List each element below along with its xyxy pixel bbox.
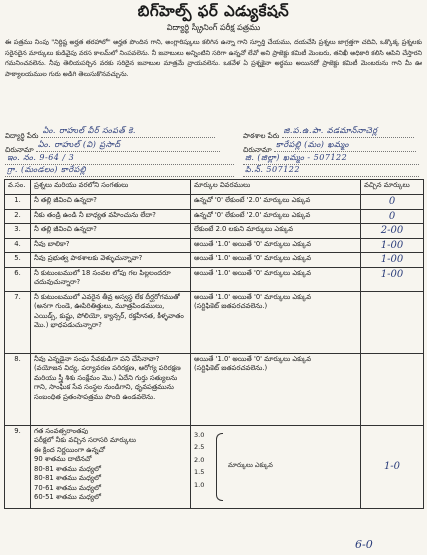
scale-value: 1.0 — [194, 480, 205, 489]
marks-scale — [194, 427, 357, 507]
address-row-3 — [5, 165, 422, 178]
row-question: నీ కుటుంబములో 18 సంవల లోపు గల పిల్లలందరూ చదువుచున్నారా? — [31, 267, 191, 291]
row-rule: అయితే '1.0' అయితే '0' మార్కులు ఎక్కువ — [194, 354, 312, 363]
table-header-row — [5, 180, 424, 195]
school-address-line-3: పి.న్. 507122 — [243, 165, 419, 177]
row-mark-cell[interactable] — [361, 253, 424, 268]
row-rule: అయితే '1.0' అయితే '0' మార్కులు ఎక్కువ — [191, 267, 361, 291]
row-mark: 2-00 — [380, 225, 404, 236]
row-question-line: 80-81 శాతము మధ్యలో — [34, 474, 101, 482]
col-header-marks: వచ్చిన మార్కులు — [361, 180, 424, 195]
row-question: నీ కుటుంబములో ఎవరైన తీవ్ర అస్వస్థ లేక దీర్ఘరోగముతో (అనగా గుండె, ఊపిరితిత్తులు, మూత్రపిండములు, ఎయిడ్స్, కుష్టు, పోలియో, క్యాన్సర్, రక్తహీనత, కీళ్ళవాతం మొ.) భాధపడుచున్నారా? — [31, 291, 191, 353]
row-rule-note: (సర్టిఫికెట్ జతపరచవలెను.) — [194, 302, 268, 310]
row-question: నీవు ఎన్నడైనా సంఘ సేవకుడిగా పని చేసినావా? (వయోజన విద్య, పర్యావరణ పరిరక్షణ, ఆరోగ్య పరిరక్షణ మరియు స్త్రీ శిశు సంక్షేమం మొ.) ఏదేని గుర్తు సత్యులను గాని, సాంఘిక సేవ సంస్థల నుండిగాని, ధృవపత్రమును సంబంధిత ప్రతంసాపత్రము పొంది ఉండవలెను. — [31, 353, 191, 425]
row-number: 4. — [5, 238, 31, 253]
school-name-label: పాఠశాల పేరు — [243, 132, 280, 140]
table-row — [5, 238, 424, 253]
row-rule-note: (సర్టిఫికెట్ జతపరచవలెను.) — [194, 364, 268, 372]
student-name-field[interactable] — [5, 126, 240, 139]
row-mark-cell[interactable] — [361, 224, 424, 239]
table-row — [5, 209, 424, 224]
student-address-line-2: ఇం. నం. 9-64 / 3 — [5, 153, 234, 165]
row-mark-cell[interactable] — [361, 267, 424, 291]
address-row-1 — [5, 140, 422, 153]
school-address-field[interactable] — [243, 140, 423, 153]
row-number: 7. — [5, 291, 31, 353]
row-question-line: 60-51 శాతము మధ్యలో — [34, 493, 101, 501]
row-number: 8. — [5, 353, 31, 425]
row-question: నీకు తండ్రి ఉండి నీ బాధ్యత వహించును లేదా? — [31, 209, 191, 224]
scale-value: 2.5 — [194, 443, 205, 451]
row-question-line: 80-81 శాతము మధ్యలో — [34, 464, 101, 473]
row-number: 6. — [5, 267, 31, 291]
student-name-row — [5, 126, 422, 139]
school-address-line-2: జి. (జిల్లా) ఖమ్మం - 507122 — [243, 153, 419, 165]
row-rule: అయితే '1.0' అయితే '0' మార్కులు ఎక్కువ — [191, 238, 361, 253]
row-mark: 1-0 — [383, 460, 401, 472]
row-mark-cell[interactable] — [361, 425, 424, 508]
instructions-paragraph: ఈ పత్రము నింపు "నిర్దిష్ట అర్హత తరహాలో" అర్హత పొందిన గాని, అంగ్లారిష్కులు కలిగిన ఉన్నా గాని స్ఫూర్తి చేయము, దయచేసి ప్రశ్నలు జాగ్రత్తగా చదివి, ఒక్కొక్క ప్రశ్నలకు సరైనదైన మార్కులు కుడివైపు వరస కాలమ్‌లో నింపవలెను. నీ జవాబులు అన్నింటిని సరిగా ఉన్నవో లేవో అని ప్రాజెక్టు కమిటీ మెంబరు, తనిఖీ అధికారి కలిసి ఆపిని చేస్తారని గమనించవలెను. నీవు తెలియపర్చిన వరకు సరిదైన జవాబుల మాత్రమే వ్రాయవలెను. ఒకవేళ ఏ ప్రశ్నకైనా అర్థము అయినదో ప్రాజెక్టు కమిటీ మెంబరును గాని మీ ఊ పాఠ్యాలయముల గురు అడిగి తెలుసుకొనవచ్చును. — [5, 38, 422, 78]
form-subtitle: విద్యార్థి స్క్రీనింగ్ పరీక్ష పత్రము — [166, 23, 261, 32]
row-mark: 0 — [388, 210, 396, 222]
student-address-label: చిరునామా — [5, 146, 34, 154]
table-row — [5, 353, 424, 425]
row-number: 5. — [5, 253, 31, 268]
row-rule: మార్కులు ఎక్కువ — [228, 460, 273, 469]
screening-table — [4, 179, 424, 509]
table-row — [5, 425, 424, 508]
row-mark: 1-00 — [380, 254, 404, 265]
table-row — [5, 253, 424, 268]
table-row — [5, 224, 424, 239]
row-question: నీవు ప్రభుత్వ పాఠశాలకు వెళ్ళుచున్నావా? — [31, 253, 191, 268]
student-address-field[interactable] — [5, 140, 240, 153]
row-question-line: ఈ క్రింద నిర్ణయింగా ఉన్నచో — [34, 445, 106, 454]
row-rule: అయితే '1.0' అయితే '0' మార్కులు ఎక్కువ — [194, 292, 312, 301]
row-mark-cell[interactable] — [361, 353, 424, 425]
scale-value: 3.0 — [194, 430, 205, 439]
student-name-label: విద్యార్థి పేరు — [5, 132, 39, 140]
school-address-label: చిరునామా — [243, 146, 272, 154]
student-address-line-3: గ్రా. (మండలం) కారేపల్లి — [5, 165, 234, 177]
row-mark-cell[interactable] — [361, 238, 424, 253]
row-number: 2. — [5, 209, 31, 224]
scale-value: 1.5 — [194, 468, 205, 476]
student-address-value: ఏం. రాహుల్ (వి) ప్రసాద్ — [36, 140, 220, 152]
row-question-line: 70-61 శాతము మధ్యలో — [34, 483, 101, 492]
col-header-question: ప్రశ్నలు మరియు వరలోని సంగతులు — [31, 180, 191, 195]
row-question: నీ తల్లి జీవించి ఉన్నదా? — [31, 224, 191, 239]
row-rule: ఉన్నచో '0' లేకుంటే '2.0' మార్కులు ఎక్కువ — [191, 195, 361, 210]
row-question-line: 90 శాతము దాటినచో — [34, 455, 92, 463]
row-number: 3. — [5, 224, 31, 239]
row-mark-cell[interactable] — [361, 209, 424, 224]
school-address-value: కారేపల్లి (మం) ఖమ్మం — [274, 140, 416, 152]
col-header-rule: మార్కుల వివరములు — [191, 180, 361, 195]
row-rule: అయితే '1.0' అయితే '0' మార్కులు ఎక్కువ — [191, 253, 361, 268]
form-title: బిగ్‌హెల్ప్ ఫర్ ఎడ్యుకేషన్ — [137, 2, 290, 20]
school-name-field[interactable] — [243, 126, 423, 139]
table-row — [5, 195, 424, 210]
row-mark: 0 — [388, 196, 396, 207]
row-mark: 1-00 — [380, 268, 404, 280]
row-number: 1. — [5, 195, 31, 210]
row-number: 9. — [5, 425, 31, 508]
table-row — [5, 267, 424, 291]
school-name-value: జి.ప.ఉ.పా. వడమాన్‌నాచెర్ల — [282, 126, 414, 138]
row-rule: లేకుంటే 2.0 లకుని మార్కులు ఎక్కువ — [191, 224, 361, 239]
scale-brace — [216, 433, 223, 501]
row-mark-cell[interactable] — [361, 291, 424, 353]
row-question-line: గత సంవత్సరాంతపు — [34, 426, 89, 435]
row-question-line: పరీక్షలో నీకు వచ్చిన సరాసరి మార్కులు — [34, 436, 136, 444]
scale-value: 2.0 — [194, 455, 205, 464]
row-mark-cell[interactable] — [361, 195, 424, 210]
row-mark: 1-00 — [380, 239, 404, 251]
row-question: నీవు బాలికా? — [31, 238, 191, 253]
table-row — [5, 291, 424, 353]
total-marks: 6-0 — [355, 538, 373, 551]
row-rule: ఉన్నచో '0' లేకుంటే '2.0' మార్కులు ఎక్కువ — [191, 209, 361, 224]
col-header-no: వ.సం. — [5, 180, 31, 195]
student-name-value: ఏం. రాహుల్ వీర్ సంపత్ కె. — [41, 126, 215, 138]
row-question: నీ తల్లి జీవించి ఉన్నదా? — [31, 195, 191, 210]
